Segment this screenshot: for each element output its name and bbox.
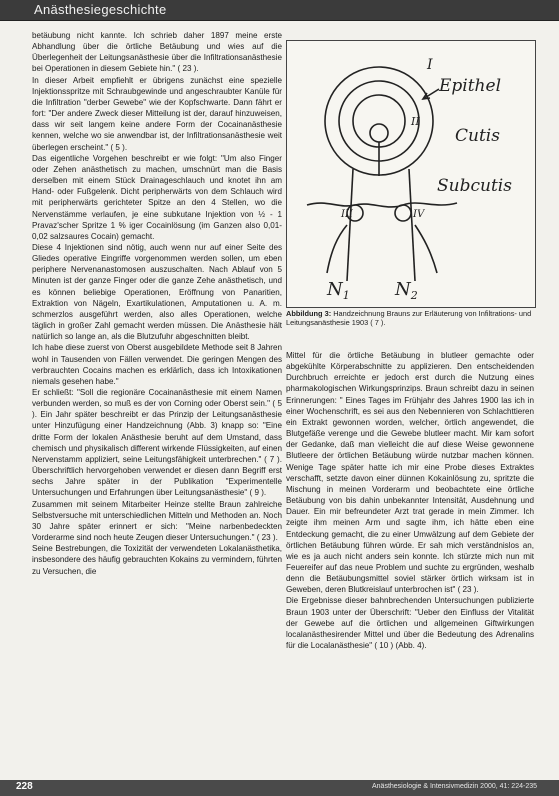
figure-caption xyxy=(286,309,536,328)
paragraph: Zusammen mit seinem Mitarbeiter Heinze stellte Braun zahlreiche Selbstversuche mit unterschiedlichen Mitteln und Methoden an. Noch 30 Jahre später erinnert er sich: "Meine narbenbedeckten Vorderarme sind noch heute Zeugen dieser Untersuchungen." ( 23 ). xyxy=(32,499,282,543)
label-epithel: Epithel xyxy=(439,76,502,96)
caption-label: Abbildung 3: xyxy=(286,309,332,318)
paragraph: Diese 4 Injektionen sind nötig, auch wenn nur auf einer Seite des Gliedes operative Eingriffe vorgenommen werden sollen, um eben periphere Nervenanastomosen auszuschalten. Nach Ablauf von 5 Minuten ist der ganze Finger oder die ganze Zehe anästhetisch, und es können beliebige Operationen, Eröffnung von Panaritien, Extraktion von Nägeln, Exartikulationen, Amputationen u. A. m. schmerzlos ausgeführt werden, also alles Operationen, welche täglich in großer Zahl gemacht werden müssen. Die Anästhesie hält natürlich so lange an, als die Blutzufuhr abgeschnitten bleibt. xyxy=(32,242,282,342)
inner-circle xyxy=(353,95,405,147)
paragraph: Das eigentliche Vorgehen beschreibt er wie folgt: "Um also Finger oder Zehen anästhetisch zu machen, umschnürt man die Basis derselben mit einem Stück Drainageschlauch und knotet ihn am Hand- oder Fußgelenk. Dicht peripherwärts von dem Schlauch wird mit peripherwärts gerichteter Spitze an den 4 Stellen, wo die Nervenstämme verlaufen, je eine subkutane Injektion von ½ - 1 Pravaz'scher Spritze 1 % iger Cocainlösung (im Ganzen also 0,01-0,02 salzsaures Cocain) gemacht. xyxy=(32,153,282,241)
paragraph: Er schließt: "Soll die regionäre Cocainanästhesie mit einem Namen verbunden werden, so muß es der von Corning oder Oberst sein." ( 5 ). Ein Jahr später beschreibt er das Prinzip der Leitungsanästhesie unter Hinzufügung einer Handzeichnung (Abb. 3) knapp so: "Eine dritte Form der lokalen Anästhesie beruht auf dem Umstand, dass chemisch und physikalisch different wirkende Flüssigkeiten, auf einen Nervenstamm appliziert, seine Leitungsfähigkeit unterbrechen." ( 7 ). Überschriftlich hervorgehoben verwendet er diesen dann Begriff erst sechs Jahre später in der Publikation "Experimentelle Untersuchungen und Erfahrungen über Leitungsanästhesie" ( 9 ). xyxy=(32,388,282,498)
label-n1: $N_1$ xyxy=(327,279,350,302)
paragraph: In dieser Arbeit empfiehlt er übrigens zunächst eine spezielle Injektionsspritze mit Schraubgewinde und angeschraubter Kanüle für die Infiltration "derber Gewebe" wie der Kopfschwarte. Dann fährt er fort: "Der andere Zweck dieser Mitteilung ist der, darauf hinzuweisen, dass wir seit langem keine andere Form der Cocainanästhesie kennen, welche wo sie anwendbar ist, der Infiltrationsanästhesie weit überlegen erscheint." ( 5 ). xyxy=(32,75,282,152)
central-nerve xyxy=(370,124,388,142)
paragraph: Ich habe diese zuerst von Oberst ausgebildete Methode seit 8 Jahren wohl in Tausenden von Fällen verwendet. Die geringen Mengen des verbrauchten Cocains machen es erklärlich, dass ich Intoxikationen niemals gesehen habe." xyxy=(32,343,282,386)
paragraph: Seine Bestrebungen, die Toxizität der verwendeten Lokalanästhetika, insbesondere des häufig gebrauchten Kokains zu vermindern, führten zu Versuchen, die xyxy=(32,544,282,576)
caption-text: Handzeichnung Brauns zur Erläuterung von Infiltrations- und Leitungsanästhesie 1903 ( 7 ). xyxy=(286,309,532,328)
label-subcutis: Subcutis xyxy=(437,176,512,196)
running-header xyxy=(0,0,559,21)
right-column xyxy=(286,350,534,651)
label-roman-ii: II xyxy=(411,115,420,128)
label-n2: $N_2$ xyxy=(395,279,418,302)
paragraph: Die Ergebnisse dieser bahnbrechenden Untersuchungen publizierte Braun 1903 unter der Überschrift: "Ueber den Einfluss der Vitalität der Gewebe auf die örtlichen und allgemeinen Giftwirkungen localanästhesirender Mittel und über die Bedeutung des Adrenalins für die Localanästhesie" ( 10 ) (Abb. 4). xyxy=(286,596,534,651)
journal-citation: Anästhesiologie & Intensivmedizin 2000, 41: 224-235 xyxy=(372,783,537,790)
label-roman-i: I xyxy=(427,57,433,73)
hand-drawing xyxy=(287,41,535,307)
label-cutis: Cutis xyxy=(455,126,500,146)
paragraph: Mittel für die örtliche Betäubung in blutleer gemachte oder abgekühlte Körperabschnitte zu applizieren. Den entscheidenden Durchbruch erreichte er jedoch erst durch die Nutzung eines pharmakologischen Wirkungsprinzips. Braun schreibt dazu in seinen Erinnerungen: " Eines Tages im Frühjahr des Jahres 1900 las ich in einer Wochenschrift, es sei aus den Nebennieren von Schlachttieren ein Extrakt gewonnen worden, welcher, örtlich angewendet, die Blutgefäße verenge und die Gewebe blutleer macht. Mir kam sofort der Gedanke, daß man vielleicht die auf diese Weise gewonnene Blutleere der örtlichen Betäubung würde nutzbar machen können. Wenige Tage später hatte ich mir eine Probe dieses Extraktes verschafft, setzte davon einer dünnen Kokainlösung zu, spritzte die Mischung in meinen Vorderarm und beobachtete eine örtliche Betäubung von bis dahin unbekannter Intensität, Ausdehnung und Dauer. Ein mir befreundeter Arzt trat gerade in mein Zimmer. Ich zeigte ihm meinen Arm und sagte ihm, ich hätte eben eine Entdeckung gemacht, die zu einer Umwälzung auf dem Gebiete der örtlichen Betäubung führen würde. Er sah mich verständnislos an, wie es ja auch nicht anders sein konnte. Ich stürzte mich nun mit Feuereifer auf das neue Problem und suchte zu ergründen, weshalb denn die Betäubungsmittel soviel stärker örtlich wirksam ist in Geweben, deren Blutkreislauf unterbrochen ist" ( 23 ). xyxy=(286,351,534,595)
nerve-circle-right xyxy=(395,205,411,221)
page-number: 228 xyxy=(16,781,33,792)
figure-braun-drawing xyxy=(286,40,536,308)
header-title: Anästhesiegeschichte xyxy=(34,2,167,17)
label-roman-iv: IV xyxy=(413,209,425,220)
paragraph: betäubung nicht kannte. Ich schrieb daher 1897 meine erste Abhandlung über die örtliche Betäubung und wies auf die Überlegenheit der Leitungsanästhesie über die Infiltrationsanästhesie bei Operationen in diesem Gebiete hin." ( 23 ). xyxy=(32,31,282,74)
label-roman-iii: III xyxy=(341,209,353,220)
left-column xyxy=(32,30,282,577)
